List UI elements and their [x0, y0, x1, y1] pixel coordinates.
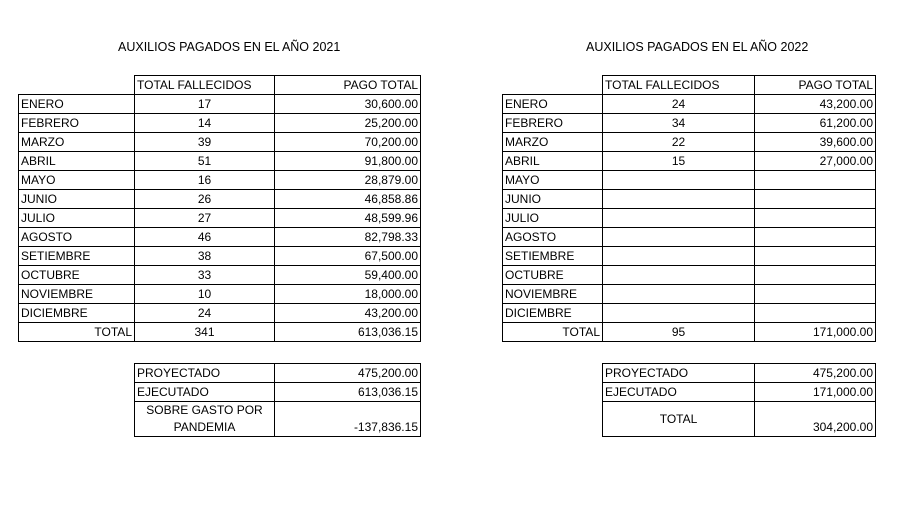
month-cell: DICIEMBRE [503, 304, 603, 323]
header-total-fallecidos: TOTAL FALLECIDOS [135, 76, 275, 95]
count-cell [603, 171, 755, 190]
pay-cell: 67,500.00 [275, 247, 421, 266]
pay-cell [755, 209, 876, 228]
table-row [503, 304, 876, 323]
month-cell: MAYO [503, 171, 603, 190]
summary-table-2021 [134, 363, 421, 437]
month-cell: DICIEMBRE [19, 304, 135, 323]
count-cell [603, 247, 755, 266]
summary-row-ejecutado [603, 383, 876, 402]
month-cell: SETIEMBRE [19, 247, 135, 266]
pay-cell: 61,200.00 [755, 114, 876, 133]
table-row [19, 247, 421, 266]
table-row [503, 247, 876, 266]
table-row [19, 114, 421, 133]
pay-cell [755, 190, 876, 209]
ejecutado-value: 613,036.15 [275, 383, 421, 402]
total-count: 95 [603, 323, 755, 342]
proyectado-label: PROYECTADO [603, 364, 755, 383]
pay-cell: 59,400.00 [275, 266, 421, 285]
month-cell: FEBRERO [19, 114, 135, 133]
monthly-table-2022 [502, 75, 876, 342]
month-cell: JUNIO [19, 190, 135, 209]
monthly-table-2021 [18, 75, 421, 342]
ejecutado-label: EJECUTADO [135, 383, 275, 402]
pay-cell: 27,000.00 [755, 152, 876, 171]
count-cell: 33 [135, 266, 275, 285]
month-cell: MARZO [19, 133, 135, 152]
month-cell: NOVIEMBRE [503, 285, 603, 304]
pay-cell [755, 171, 876, 190]
table-row [503, 95, 876, 114]
count-cell: 26 [135, 190, 275, 209]
count-cell: 24 [135, 304, 275, 323]
pay-cell: 18,000.00 [275, 285, 421, 304]
count-cell: 39 [135, 133, 275, 152]
table-title-2022: AUXILIOS PAGADOS EN EL AÑO 2022 [586, 40, 809, 54]
month-cell: JULIO [19, 209, 135, 228]
sobre-gasto-label [135, 402, 275, 437]
pay-cell: 30,600.00 [275, 95, 421, 114]
pay-cell: 43,200.00 [275, 304, 421, 323]
month-cell: AGOSTO [19, 228, 135, 247]
ejecutado-value: 171,000.00 [755, 383, 876, 402]
header-pago-total: PAGO TOTAL [755, 76, 876, 95]
total-count: 341 [135, 323, 275, 342]
month-cell: ABRIL [503, 152, 603, 171]
month-cell: AGOSTO [503, 228, 603, 247]
summary-row-ejecutado [135, 383, 421, 402]
count-cell [603, 209, 755, 228]
total-label: TOTAL [19, 323, 135, 342]
table-row [19, 152, 421, 171]
table-row [19, 190, 421, 209]
summary-total-value: 304,200.00 [755, 402, 876, 437]
table-row [503, 152, 876, 171]
month-cell: JUNIO [503, 190, 603, 209]
table-row [19, 266, 421, 285]
pay-cell [755, 228, 876, 247]
summary-row-proyectado [135, 364, 421, 383]
table-row [503, 285, 876, 304]
month-cell: FEBRERO [503, 114, 603, 133]
proyectado-value: 475,200.00 [755, 364, 876, 383]
month-cell: MARZO [503, 133, 603, 152]
count-cell [603, 285, 755, 304]
count-cell: 34 [603, 114, 755, 133]
month-cell: SETIEMBRE [503, 247, 603, 266]
ejecutado-label: EJECUTADO [603, 383, 755, 402]
month-cell: ENERO [19, 95, 135, 114]
total-label: TOTAL [503, 323, 603, 342]
count-cell: 22 [603, 133, 755, 152]
summary-total-label: TOTAL [603, 402, 755, 437]
summary-row-sobre-gasto [135, 402, 421, 437]
count-cell: 16 [135, 171, 275, 190]
count-cell: 17 [135, 95, 275, 114]
table-row [19, 133, 421, 152]
count-cell: 51 [135, 152, 275, 171]
header-total-fallecidos: TOTAL FALLECIDOS [603, 76, 755, 95]
table-row [19, 209, 421, 228]
sobre-gasto-line1: SOBRE GASTO POR [146, 403, 263, 417]
header-blank [503, 76, 603, 95]
pay-cell: 46,858.86 [275, 190, 421, 209]
table-row [503, 228, 876, 247]
pay-cell: 28,879.00 [275, 171, 421, 190]
proyectado-label: PROYECTADO [135, 364, 275, 383]
pay-cell: 91,800.00 [275, 152, 421, 171]
table-row [503, 209, 876, 228]
table-row [503, 266, 876, 285]
count-cell [603, 266, 755, 285]
total-pay: 613,036.15 [275, 323, 421, 342]
count-cell: 10 [135, 285, 275, 304]
proyectado-value: 475,200.00 [275, 364, 421, 383]
total-row [503, 323, 876, 342]
count-cell: 15 [603, 152, 755, 171]
table-title-2021: AUXILIOS PAGADOS EN EL AÑO 2021 [118, 40, 341, 54]
pay-cell [755, 304, 876, 323]
table-row [19, 95, 421, 114]
month-cell: OCTUBRE [19, 266, 135, 285]
pay-cell: 70,200.00 [275, 133, 421, 152]
month-cell: JULIO [503, 209, 603, 228]
total-pay: 171,000.00 [755, 323, 876, 342]
table-row [503, 114, 876, 133]
summary-row-proyectado [603, 364, 876, 383]
table-row [19, 304, 421, 323]
pay-cell [755, 247, 876, 266]
count-cell [603, 190, 755, 209]
summary-table-2022 [602, 363, 876, 437]
header-pago-total: PAGO TOTAL [275, 76, 421, 95]
month-cell: MAYO [19, 171, 135, 190]
pay-cell: 39,600.00 [755, 133, 876, 152]
table-row [503, 171, 876, 190]
pay-cell [755, 266, 876, 285]
sobre-gasto-value: -137,836.15 [275, 402, 421, 437]
sobre-gasto-line2: PANDEMIA [173, 420, 236, 434]
count-cell: 27 [135, 209, 275, 228]
table-row [19, 285, 421, 304]
month-cell: ENERO [503, 95, 603, 114]
pay-cell: 48,599.96 [275, 209, 421, 228]
pay-cell: 82,798.33 [275, 228, 421, 247]
count-cell [603, 304, 755, 323]
header-blank [19, 76, 135, 95]
month-cell: NOVIEMBRE [19, 285, 135, 304]
count-cell [603, 228, 755, 247]
table-row [19, 228, 421, 247]
count-cell: 24 [603, 95, 755, 114]
count-cell: 38 [135, 247, 275, 266]
summary-row-total [603, 402, 876, 437]
month-cell: ABRIL [19, 152, 135, 171]
count-cell: 14 [135, 114, 275, 133]
table-row [19, 171, 421, 190]
total-row [19, 323, 421, 342]
count-cell: 46 [135, 228, 275, 247]
table-row [503, 133, 876, 152]
pay-cell [755, 285, 876, 304]
month-cell: OCTUBRE [503, 266, 603, 285]
pay-cell: 43,200.00 [755, 95, 876, 114]
table-row [503, 190, 876, 209]
pay-cell: 25,200.00 [275, 114, 421, 133]
